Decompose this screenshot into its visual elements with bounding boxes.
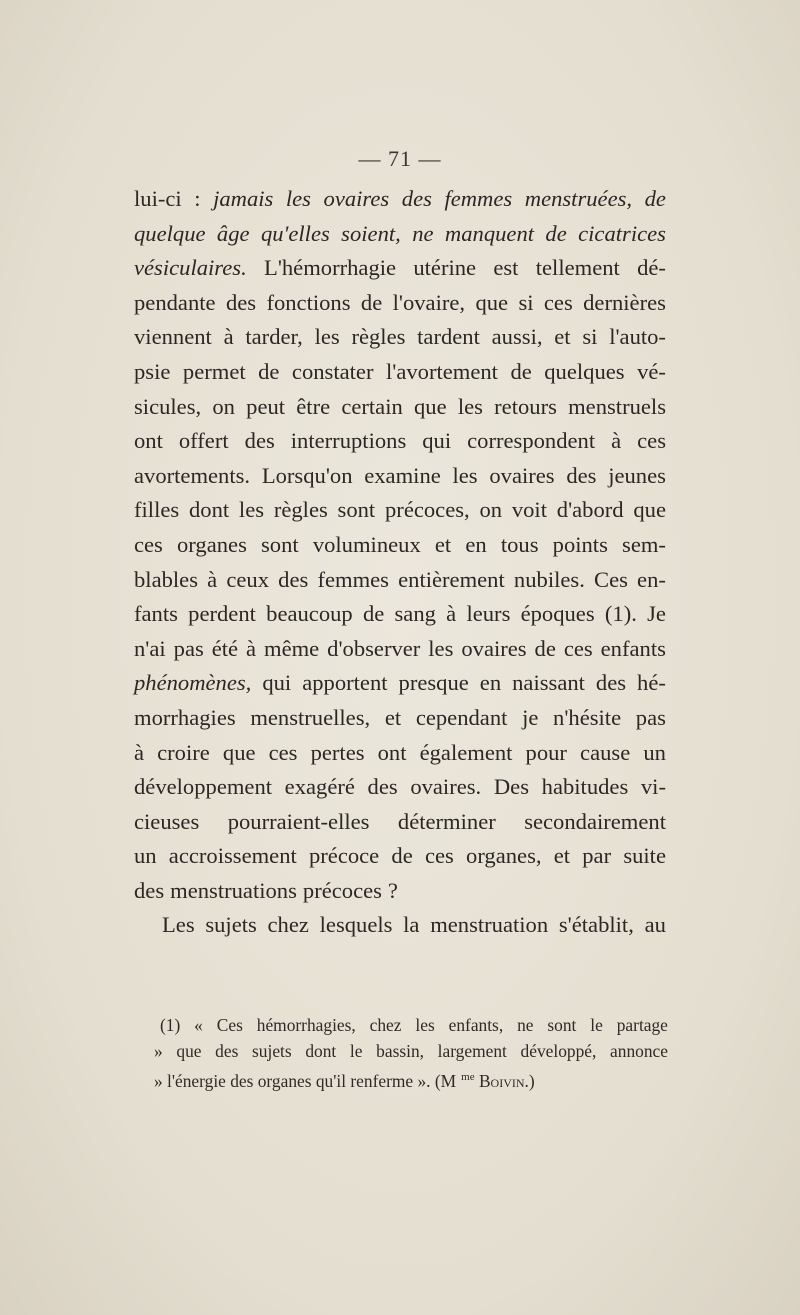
word: également bbox=[419, 739, 513, 765]
footnote-line-2 bbox=[154, 1038, 668, 1064]
text-line bbox=[134, 632, 666, 667]
word: offert bbox=[178, 428, 229, 454]
word: psie bbox=[134, 358, 171, 384]
word: ovaires. bbox=[410, 774, 482, 800]
word: retours bbox=[494, 393, 557, 419]
text-line bbox=[134, 355, 666, 390]
word: qui bbox=[422, 428, 452, 454]
word: qu'elles bbox=[260, 220, 330, 246]
word: au bbox=[644, 912, 666, 938]
word: et bbox=[553, 843, 571, 869]
word: en- bbox=[637, 566, 666, 592]
word: (1) bbox=[160, 1015, 181, 1035]
word: points bbox=[552, 531, 608, 557]
word: à bbox=[611, 428, 622, 454]
word: des bbox=[225, 289, 257, 315]
word: des bbox=[244, 428, 275, 454]
word: Ces bbox=[594, 566, 628, 592]
text-line bbox=[134, 528, 666, 563]
word: enfants, bbox=[448, 1015, 504, 1035]
word: âge bbox=[216, 220, 250, 246]
word: : bbox=[194, 186, 201, 211]
word: les bbox=[415, 1015, 435, 1035]
word: sicules, bbox=[134, 393, 202, 419]
word: les bbox=[238, 497, 265, 523]
text-line bbox=[134, 736, 666, 771]
word: de bbox=[644, 186, 666, 211]
word: des bbox=[401, 186, 432, 211]
word: dé- bbox=[637, 255, 666, 281]
word: sont bbox=[337, 497, 376, 523]
word: secondairement bbox=[524, 808, 666, 834]
word: les bbox=[457, 393, 483, 419]
word: que bbox=[475, 289, 509, 315]
word: viennent bbox=[134, 324, 212, 350]
text-line bbox=[134, 251, 666, 286]
word: constater bbox=[291, 358, 374, 384]
word: L'hémorrhagie bbox=[264, 255, 397, 281]
word: les bbox=[452, 462, 478, 488]
footnote-line-3-text: » l'énergie des organes qu'il renferme ». (M $^{me}$ Boivin.) bbox=[154, 1070, 535, 1091]
word: entièrement bbox=[398, 566, 505, 592]
word: suite bbox=[623, 843, 666, 869]
word: ne bbox=[517, 1015, 534, 1035]
word: « bbox=[194, 1015, 203, 1035]
text-line bbox=[134, 597, 666, 632]
word: permet bbox=[182, 358, 246, 384]
word: des bbox=[215, 1041, 239, 1061]
word: à bbox=[246, 635, 257, 661]
word: précoces bbox=[302, 877, 382, 903]
word: même bbox=[264, 635, 320, 661]
word: avortements. bbox=[134, 462, 251, 488]
word: un bbox=[134, 843, 157, 869]
word: beaucoup bbox=[266, 601, 353, 627]
word: de bbox=[258, 358, 280, 384]
word: si bbox=[518, 289, 534, 315]
word: été bbox=[211, 635, 239, 661]
word: pourraient-elles bbox=[227, 808, 370, 834]
word: et bbox=[384, 704, 402, 730]
text-line bbox=[134, 908, 666, 943]
word: jamais bbox=[213, 186, 274, 211]
text-line bbox=[134, 459, 666, 494]
word: à bbox=[134, 739, 145, 765]
word: que bbox=[414, 393, 447, 419]
word: on bbox=[479, 497, 503, 523]
word: le bbox=[349, 1041, 363, 1061]
word: voit bbox=[511, 497, 547, 523]
word: partage bbox=[616, 1015, 668, 1035]
word: ces bbox=[268, 739, 298, 765]
word: menstruation bbox=[430, 912, 549, 938]
word: accroissement bbox=[168, 843, 297, 869]
word: morrhagies bbox=[134, 704, 236, 730]
word: les bbox=[428, 635, 454, 661]
word: des bbox=[595, 670, 627, 696]
word: on bbox=[212, 393, 235, 419]
word: de bbox=[545, 220, 567, 246]
word: peut bbox=[246, 393, 286, 419]
word: sont bbox=[261, 531, 299, 557]
word: cicatrices bbox=[578, 220, 666, 246]
word: des bbox=[367, 774, 398, 800]
word: sujets bbox=[205, 912, 257, 938]
word: être bbox=[296, 393, 331, 419]
word: si bbox=[582, 324, 598, 350]
word: hé- bbox=[637, 670, 666, 696]
word: d'abord bbox=[556, 497, 624, 523]
word: Lorsqu'on bbox=[261, 462, 353, 488]
word: quelque bbox=[134, 220, 206, 246]
word: par bbox=[582, 843, 612, 869]
word: ceux bbox=[226, 566, 269, 592]
word: sont bbox=[547, 1015, 577, 1035]
word: déterminer bbox=[397, 808, 496, 834]
word: n'hésite bbox=[553, 704, 622, 730]
word: est bbox=[493, 255, 519, 281]
word: qui bbox=[262, 670, 292, 696]
word: de bbox=[534, 635, 556, 661]
text-line bbox=[134, 493, 666, 528]
word: organes, bbox=[466, 843, 542, 869]
word: ont bbox=[377, 739, 407, 765]
word: tellement bbox=[535, 255, 620, 281]
text-line bbox=[134, 390, 666, 425]
word: perdent bbox=[188, 601, 256, 627]
word: règles bbox=[273, 497, 328, 523]
word: utérine bbox=[413, 255, 477, 281]
word: ne bbox=[412, 220, 434, 246]
word: ces bbox=[134, 531, 163, 557]
word: en bbox=[479, 670, 502, 696]
word: pas bbox=[635, 704, 666, 730]
word: Ces bbox=[216, 1015, 243, 1035]
word: pendante bbox=[134, 289, 216, 315]
word: à bbox=[207, 566, 218, 592]
word: menstruels bbox=[568, 393, 666, 419]
word: des bbox=[566, 462, 597, 488]
word: Les bbox=[162, 912, 195, 938]
word: des bbox=[134, 877, 165, 903]
text-line bbox=[134, 424, 666, 459]
word: ces bbox=[424, 843, 454, 869]
word: ces bbox=[563, 635, 593, 661]
word: ? bbox=[387, 877, 398, 903]
word: et bbox=[554, 324, 571, 350]
word: habitudes bbox=[541, 774, 629, 800]
word: enfants bbox=[600, 635, 666, 661]
word: aussi, bbox=[491, 324, 543, 350]
word: sang bbox=[394, 601, 436, 627]
text-line bbox=[134, 217, 666, 252]
word: dont bbox=[305, 1041, 337, 1061]
text-line bbox=[134, 770, 666, 805]
word: s'établit, bbox=[558, 912, 634, 938]
word: et bbox=[434, 531, 452, 557]
word: tous bbox=[500, 531, 539, 557]
word: des bbox=[278, 566, 309, 592]
word: pour bbox=[525, 739, 567, 765]
text-line bbox=[134, 182, 666, 217]
word: sujets bbox=[252, 1041, 292, 1061]
word: pas bbox=[173, 635, 204, 661]
word: tardent bbox=[417, 324, 480, 350]
word: de bbox=[360, 289, 383, 315]
word: lesquels bbox=[319, 912, 393, 938]
page-number: — 71 — bbox=[358, 146, 442, 171]
word: exagéré bbox=[284, 774, 355, 800]
text-line bbox=[134, 286, 666, 321]
word: filles bbox=[134, 497, 180, 523]
word: apportent bbox=[302, 670, 388, 696]
word: presque bbox=[398, 670, 469, 696]
word: l'auto- bbox=[609, 324, 666, 350]
word: quelques bbox=[544, 358, 625, 384]
word: vi- bbox=[640, 774, 666, 800]
word: phénomènes, bbox=[134, 670, 252, 696]
word: l'avortement bbox=[385, 358, 498, 384]
word: naissant bbox=[512, 670, 585, 696]
word: que bbox=[176, 1041, 202, 1061]
word: n'ai bbox=[134, 635, 166, 661]
word: hémorrhagies, bbox=[256, 1015, 356, 1035]
word: sem- bbox=[622, 531, 666, 557]
word: précoce bbox=[308, 843, 380, 869]
word: ont bbox=[134, 428, 163, 454]
word: Je bbox=[647, 601, 666, 627]
word: correspondent bbox=[467, 428, 596, 454]
text-line bbox=[134, 320, 666, 355]
word: menstruations bbox=[170, 877, 297, 903]
word: développement bbox=[134, 774, 273, 800]
word: organes bbox=[177, 531, 247, 557]
word: pertes bbox=[310, 739, 365, 765]
text-line bbox=[134, 666, 666, 701]
word: de bbox=[510, 358, 532, 384]
text-line bbox=[134, 563, 666, 598]
word: la bbox=[403, 912, 420, 938]
text-line bbox=[134, 839, 666, 874]
word: leurs bbox=[466, 601, 511, 627]
word: vésiculaires. bbox=[134, 255, 247, 281]
footnote bbox=[154, 1012, 668, 1094]
word: d'observer bbox=[327, 635, 421, 661]
word: cieuses bbox=[134, 808, 200, 834]
word: de bbox=[391, 843, 413, 869]
word: soient, bbox=[341, 220, 401, 246]
word: époques bbox=[520, 601, 595, 627]
word: fants bbox=[134, 601, 178, 627]
word: femmes bbox=[444, 186, 513, 211]
word: que bbox=[222, 739, 256, 765]
text-line bbox=[134, 805, 666, 840]
word: vé- bbox=[637, 358, 666, 384]
word: chez bbox=[267, 912, 309, 938]
word: ovaires bbox=[323, 186, 390, 211]
word: cependant bbox=[415, 704, 508, 730]
word: en bbox=[465, 531, 487, 557]
word: manquent bbox=[444, 220, 535, 246]
word: ovaires bbox=[489, 462, 555, 488]
word: ces bbox=[543, 289, 573, 315]
word: que bbox=[633, 497, 666, 523]
word: fonctions bbox=[266, 289, 351, 315]
word: (1). bbox=[604, 601, 637, 627]
word: blables bbox=[134, 566, 198, 592]
word: règles bbox=[351, 324, 406, 350]
word: lui-ci bbox=[134, 186, 182, 211]
word: menstruées, bbox=[524, 186, 633, 211]
word: cause bbox=[580, 739, 631, 765]
word: dernières bbox=[583, 289, 666, 315]
word: les bbox=[314, 324, 340, 350]
word: je bbox=[522, 704, 539, 730]
word: annonce bbox=[610, 1041, 668, 1061]
body-text bbox=[134, 182, 666, 943]
word: examine bbox=[364, 462, 441, 488]
word: volumineux bbox=[312, 531, 421, 557]
word: tarder, bbox=[245, 324, 303, 350]
footnote-line-3 bbox=[154, 1064, 668, 1094]
word: dont bbox=[188, 497, 230, 523]
word: de bbox=[362, 601, 385, 627]
word: ces bbox=[637, 428, 666, 454]
word: chez bbox=[369, 1015, 402, 1035]
word: ovaires bbox=[461, 635, 527, 661]
word: Des bbox=[493, 774, 529, 800]
footnote-line-1 bbox=[154, 1012, 668, 1038]
word: le bbox=[590, 1015, 603, 1035]
word: à bbox=[446, 601, 457, 627]
word: » bbox=[154, 1041, 163, 1061]
word: à bbox=[223, 324, 234, 350]
word: bassin, bbox=[376, 1041, 424, 1061]
word: les bbox=[285, 186, 311, 211]
word: l'ovaire, bbox=[392, 289, 466, 315]
word: développé, bbox=[520, 1041, 597, 1061]
text-line bbox=[134, 874, 666, 909]
word: largement bbox=[437, 1041, 507, 1061]
word: nubiles. bbox=[513, 566, 585, 592]
word: croire bbox=[157, 739, 210, 765]
word: un bbox=[643, 739, 666, 765]
word: femmes bbox=[317, 566, 389, 592]
word: précoces, bbox=[385, 497, 470, 523]
text-line bbox=[134, 701, 666, 736]
word: certain bbox=[341, 393, 403, 419]
word: jeunes bbox=[608, 462, 666, 488]
word: interruptions bbox=[290, 428, 407, 454]
word: menstruelles, bbox=[250, 704, 371, 730]
